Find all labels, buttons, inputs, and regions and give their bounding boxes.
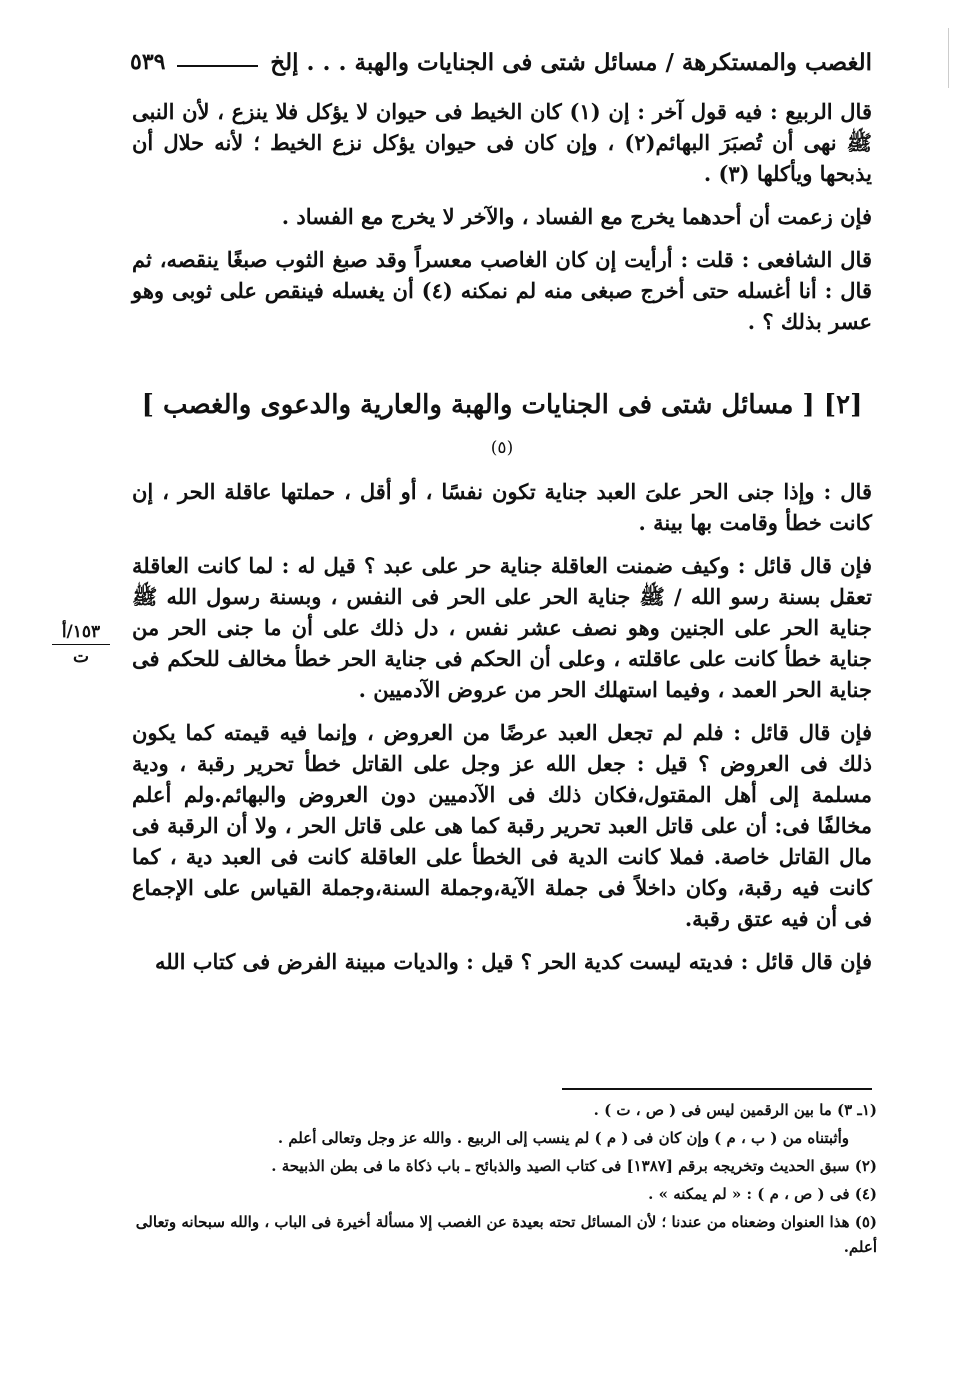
footnote: (٥) هذا العنوان وضعناه من عندنا ؛ لأن المسائل تحته بعيدة عن الغصب إلا مسألة أخيرة فى الباب ، والله سبحانه وتعالى أعلم.	[135, 1213, 877, 1256]
header-title: الغصب والمستكرهة / مسائل شتى فى الجنايات والهبة . . . إلخ	[270, 48, 872, 76]
footnote: (١ـ ٣) ما بين الرقمين ليس فى ( ص ، ت ) .	[593, 1101, 877, 1119]
section-heading-note: (٥)	[490, 438, 514, 458]
paragraph	[132, 476, 872, 538]
paragraph-text: قال الربيع : فيه قول آخر : إن (١) كان الخيط فى حيوان لا يؤكل فلا ينزع ، لأن النبى ﷺ نهى أن تُصبَرَ البهائم(٢) ، وإن كان فى حيوان يؤكل نزع الخيط ؛ لأنه حلال أن يذبحها ويأكلها (٣) .	[132, 99, 873, 186]
folio-manuscript-letter: ت	[72, 647, 89, 667]
footnote-continuation: وأثبتناه من ( ب ، م ) وإن كان فى ( م ) لم ينسب إلى الربيع . والله عز وجل وتعالى أعلم .	[277, 1129, 849, 1147]
footnote: (٤) فى ( ص ، م ) : « لم يمكنه » .	[648, 1185, 877, 1203]
folio-number: ١٥٣/أ	[61, 622, 101, 642]
paragraph	[132, 244, 872, 337]
footnote-rule	[562, 1088, 872, 1090]
paragraph-text: فإن قال قائل : فلم لم تجعل العبد عرضًا من العروض ، وإنما فيه قيمته كما يكون ذلك فى العروض ؟ قيل : جعل الله عز وجل على القاتل خطأ تحرير رقبة ، ودية مسلمة إلى أهل المقتول،فكان ذلك فى الآدميين دون العروض والبهائم.ولم أعلم مخالفًا فى: أن على قاتل العبد تحرير رقبة كما هى على قاتل الحر ، ولا أن الرقبة فى مال القاتل خاصة. فملا كانت الدية فى الخطأ على العاقلة كانت فى العبد دية ، كما كانت فيه رقبة، وكان داخلاً فى جملة الآية،وجملة السنة،وجملة القياس على الإجماع فى أن فيه عتق رقبة.	[132, 720, 872, 931]
footnotes	[132, 1098, 877, 1263]
paragraph	[132, 717, 872, 934]
paragraph	[132, 550, 872, 705]
section-heading-text: [٢] [ مسائل شتى فى الجنايات والهبة والعارية والدعوى والغصب ]	[141, 390, 863, 420]
page-number: ٥٣٩	[130, 49, 166, 75]
paragraph-text: قال : وإذا جنى الحر علىَ العبد جناية تكون نفسًا ، أو أقل ، حملتها عاقلة الحر ، إن كانت خطأ وقامت بها بينة .	[132, 479, 872, 535]
paragraph	[132, 201, 872, 232]
paragraph-text: فإن زعمت أن أحدهما يخرج مع الفساد ، والآخر لا يخرج مع الفساد .	[281, 204, 872, 229]
folio-rule	[52, 644, 110, 645]
running-header	[130, 40, 872, 84]
header-rule	[177, 65, 258, 67]
paragraph	[132, 96, 872, 189]
paragraph-text: قال الشافعى : قلت : أرأيت إن كان الغاصب معسراً وقد صبغ الثوب صبغًا ينقصه، ثم قال : أنا أغسله حتى أخرج صبغى منه لم نمكنه (٤) أن يغسله فينقص على ثوبى وهو عسر بذلك ؟ .	[132, 247, 872, 334]
footnote: (٢) سبق الحديث وتخريجه برقم [١٣٨٧] فى كتاب الصيد والذبائح ـ باب ذكاة ما فى بطن الذبيحة .	[271, 1157, 877, 1175]
paragraph-text: فإن قال قائل : وكيف ضمنت العاقلة جناية حر على عبد ؟ قيل له : لما كانت العاقلة تعقل بسنة رسو الله / ﷺ جناية الحر على الحر فى النفس ، وبسنة رسول الله ﷺ جناية الحر على الجنين وهو نصف عشر نفس ، دل ذلك على أن ما جنى الحر من جناية خطأ كانت على عاقلته ، وعلى أن الحكم فى جناية الحر خطأ مخالف للحكم فى جناية الحر العمد ، وفيما استهلك الحر من عروض الآدميين .	[132, 553, 873, 702]
paragraph-text: فإن قال قائل : فديته ليست كدية الحر ؟ قيل : والديات مبينة الفرض فى كتاب الله	[155, 949, 872, 974]
main-text	[132, 96, 872, 989]
manuscript-folio-note	[46, 622, 116, 667]
paragraph	[132, 946, 872, 977]
section-heading	[132, 385, 872, 468]
scan-edge-mark	[946, 28, 949, 88]
